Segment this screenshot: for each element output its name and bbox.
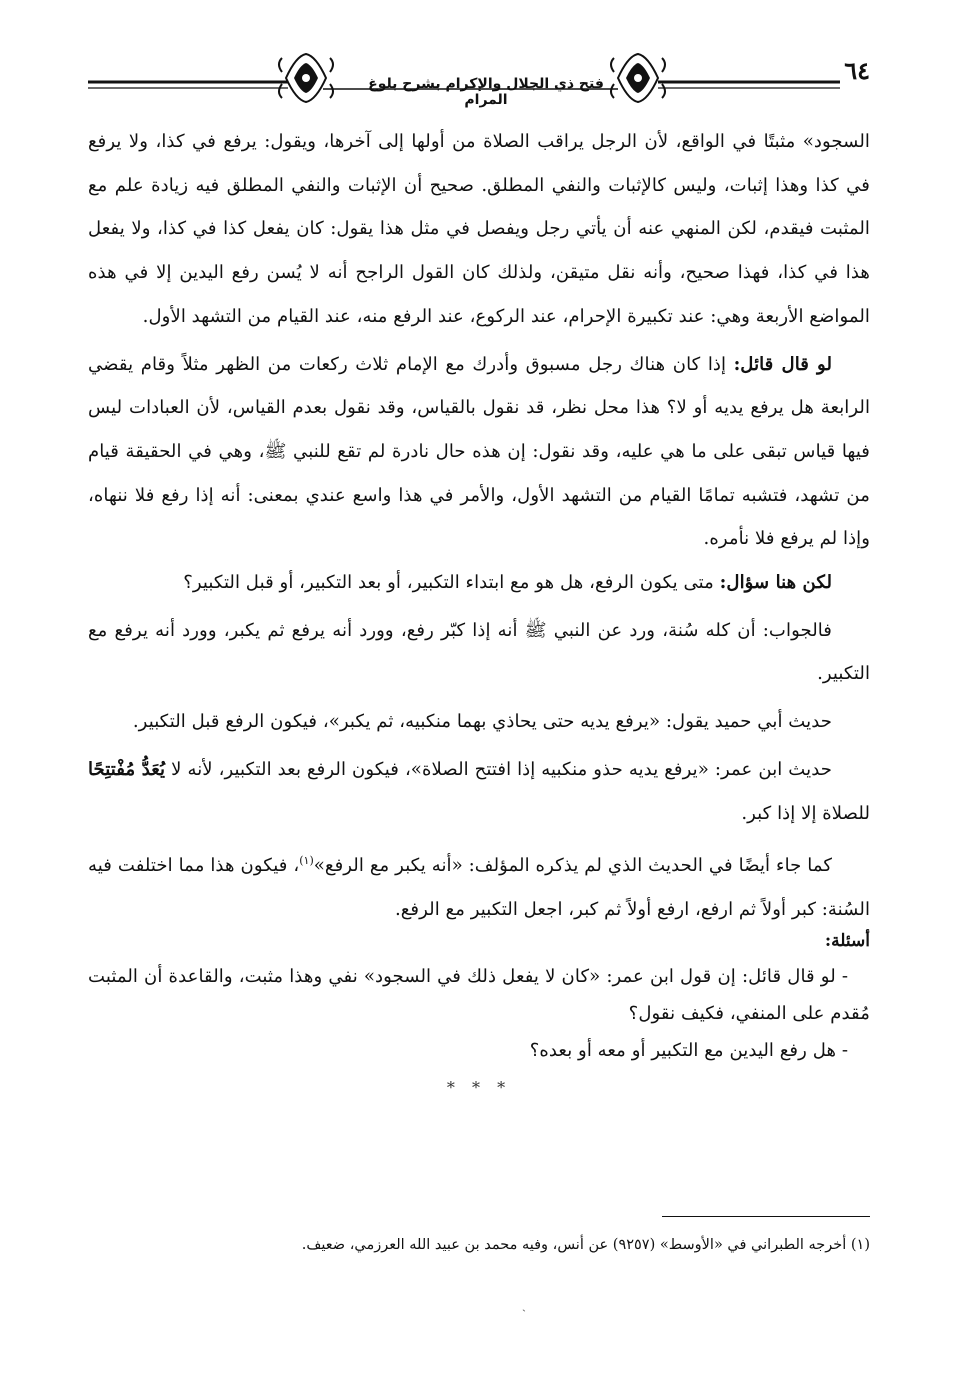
page-header: [88, 48, 870, 106]
paragraph-text: للصلاة إلا إذا كبر.: [741, 802, 870, 824]
paragraph-lead: لو قال قائل:: [733, 353, 832, 375]
question-item: - هل رفع اليدين مع التكبير أو معه أو بعده؟: [529, 1039, 848, 1061]
footnote-ref: (١): [299, 854, 314, 868]
section-divider: * * *: [446, 1077, 512, 1097]
right-ornament-icon: [611, 54, 665, 102]
paragraph: السجود» مثبتًا في الواقع، لأن الرجل يراقب الصلاة من أولها إلى آخرها، ويقول: يرفع في كذا، ولا يرفع في كذا وهذا إثبات، وليس كالإثبات والنفي المطلق. صحيح أن الإثبات والنفي المطلق فيه زيادة علم مع المثبت فيقدم، لكن المنهي عنه أن يأتي رجل ويفصل في مثل هذا يقول: كان يفعل كذا في كذا، ولا يفعل هذا في كذا، فهذا صحيح، وأنه نقل متيقن، ولذلك كان القول الراجح أنه لا يُسن رفع اليدين إلا في هذه المواضع الأربعة وهي: عند تكبيرة الإحرام، عند الركوع، عند الرفع منه، عند القيام من التشهد الأول.: [88, 131, 870, 327]
questions-heading: أسئلة:: [824, 930, 870, 951]
question-item: - لو قال قائل: إن قول ابن عمر: «كان لا يفعل ذلك في السجود» نفي وهذا مثبت، والقاعدة أن المثبت مُقدم على المنفي، فكيف نقول؟: [88, 965, 870, 1024]
paragraph-text: كما جاء أيضًا في الحديث الذي لم يذكره المؤلف: «أنه يكبر مع الرفع»: [313, 855, 832, 877]
paragraph-text: إذا كان هناك رجل مسبوق وأدرك مع الإمام ثلاث ركعات من الظهر مثلاً وقام يقضي الرابعة هل يرفع يديه أو لا؟ هذا محل نظر، قد نقول بالقياس، وقد نقول بعدم القياس، لأن العبادات ليس فيها قياس تبقى على ما هي عليه، وقد نقول: إن هذه حال نادرة لم تقع للنبي ﷺ، وهي في الحقيقة قيام من تشهد، فتشبه تمامًا القيام من التشهد الأول، والأمر في هذا واسع عندي بمعنى: أنه إذا رفع فلا ننهاه، وإذا لم يرفع فلا نأمره.: [88, 353, 870, 550]
paragraph-text: متى يكون الرفع، هل هو مع ابتداء التكبير، أو بعد التكبير، أو قبل التكبير؟: [183, 572, 720, 594]
paragraph: [88, 343, 870, 562]
paragraph: [88, 748, 870, 835]
paragraph-text: حديث ابن عمر: «يرفع يديه حذو منكبيه إذا افتتح الصلاة»، فيكون الرفع بعد التكبير، لأنه لا: [165, 758, 832, 780]
scan-speck: ˎ: [522, 1298, 526, 1312]
page-number: ٦٤: [844, 56, 870, 85]
main-text: [88, 120, 870, 1105]
questions-list: [88, 958, 870, 1069]
paragraph-text: ، فيكون هذا مما اختلفت فيه السُنة: كبر أولاً ثم ارفع، ارفع أولاً ثم كبر، اجعل التكبير مع الرفع.: [88, 855, 870, 921]
paragraph: [88, 839, 870, 931]
footnote-rule: [662, 1216, 870, 1217]
left-ornament-icon: [279, 54, 333, 102]
paragraph: [88, 561, 870, 605]
running-title: فتح ذي الجلال والإكرام بشرح بلوغ المرام: [368, 76, 604, 108]
paragraph-lead: لكن هنا سؤال:: [719, 572, 832, 594]
paragraph: حديث أبي حميد يقول: «يرفع يديه حتى يحاذي بهما منكبيه، ثم يكبر»، فيكون الرفع قبل التكبير.: [132, 711, 832, 733]
paragraph: فالجواب: أن كله سُنة، ورد عن النبي ﷺ أنه إذا كبّر رفع، وورد أنه يرفع ثم يكبر، وورد أنه يرفع مع التكبير.: [88, 619, 870, 685]
emphasis: يُعَدُّ مُفْتتِحًا: [88, 758, 166, 780]
footnote: (١) أخرجه الطبراني في «الأوسط» (٩٢٥٧) عن أنس، وفيه محمد بن عبيد الله العرزمي، ضعيف.: [301, 1237, 870, 1253]
